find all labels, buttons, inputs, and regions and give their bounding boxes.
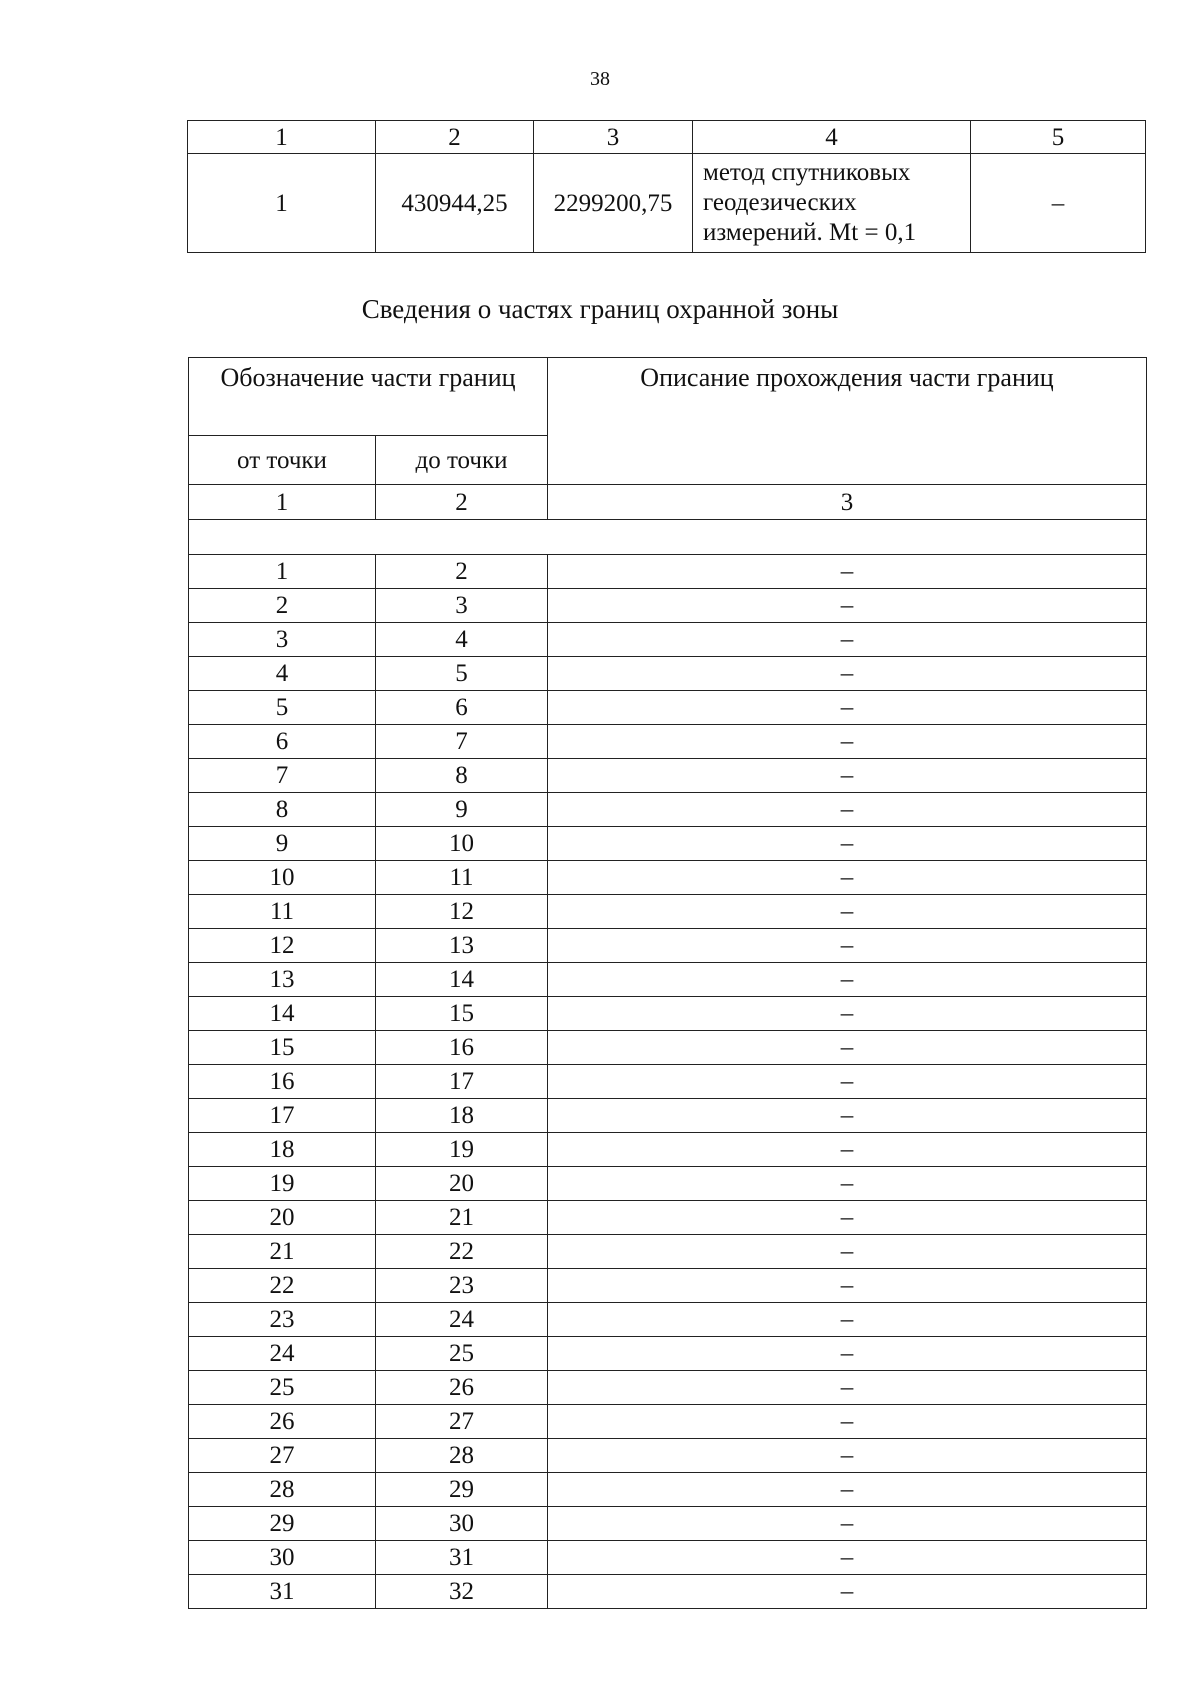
description-header: Описание прохождения части границ	[548, 358, 1147, 485]
from-point-cell: 2	[189, 589, 376, 623]
to-point-cell: 10	[376, 827, 548, 861]
blank-row	[189, 520, 1147, 555]
to-point-cell: 21	[376, 1201, 548, 1235]
from-point-cell: 20	[189, 1201, 376, 1235]
description-cell: –	[548, 657, 1147, 691]
table-row	[189, 963, 1147, 997]
from-point-cell: 4	[189, 657, 376, 691]
from-point-cell: 8	[189, 793, 376, 827]
from-point-cell: 27	[189, 1439, 376, 1473]
table-row	[189, 725, 1147, 759]
column-number: 5	[971, 121, 1146, 154]
to-point-cell: 7	[376, 725, 548, 759]
description-cell: –	[548, 1065, 1147, 1099]
description-cell: –	[548, 793, 1147, 827]
to-point-cell: 11	[376, 861, 548, 895]
from-point-cell: 28	[189, 1473, 376, 1507]
note-cell: –	[971, 154, 1146, 253]
description-cell: –	[548, 1473, 1147, 1507]
table-row	[189, 1507, 1147, 1541]
description-cell: –	[548, 827, 1147, 861]
section-title: Сведения о частях границ охранной зоны	[361, 294, 839, 324]
to-point-cell: 18	[376, 1099, 548, 1133]
to-point-cell: 23	[376, 1269, 548, 1303]
table-row	[189, 657, 1147, 691]
to-point-cell: 28	[376, 1439, 548, 1473]
from-point-cell: 13	[189, 963, 376, 997]
to-point-cell: 31	[376, 1541, 548, 1575]
designation-header: Обозначение части границ	[189, 358, 548, 436]
column-number: 1	[188, 121, 376, 154]
to-point-cell: 5	[376, 657, 548, 691]
from-point-cell: 21	[189, 1235, 376, 1269]
from-point-cell: 5	[189, 691, 376, 725]
to-point-cell: 27	[376, 1405, 548, 1439]
description-cell: –	[548, 1371, 1147, 1405]
from-point-cell: 14	[189, 997, 376, 1031]
column-number: 3	[534, 121, 693, 154]
from-point-cell: 30	[189, 1541, 376, 1575]
table-row	[189, 1405, 1147, 1439]
y-coordinate: 2299200,75	[534, 154, 693, 253]
from-point-cell: 1	[189, 555, 376, 589]
column-number: 4	[693, 121, 971, 154]
to-point-cell: 22	[376, 1235, 548, 1269]
description-cell: –	[548, 1235, 1147, 1269]
table-row	[189, 861, 1147, 895]
table-row	[189, 1439, 1147, 1473]
description-cell: –	[548, 1099, 1147, 1133]
to-point-cell: 26	[376, 1371, 548, 1405]
header-row	[189, 358, 1147, 436]
from-point-cell: 24	[189, 1337, 376, 1371]
from-point-cell: 16	[189, 1065, 376, 1099]
description-cell: –	[548, 1303, 1147, 1337]
table-row	[189, 1473, 1147, 1507]
table-row	[189, 1133, 1147, 1167]
to-point-cell: 14	[376, 963, 548, 997]
to-point-cell: 32	[376, 1575, 548, 1609]
table-row	[189, 827, 1147, 861]
to-point-cell: 6	[376, 691, 548, 725]
description-cell: –	[548, 997, 1147, 1031]
to-point-cell: 15	[376, 997, 548, 1031]
table-row	[189, 1201, 1147, 1235]
from-point-cell: 26	[189, 1405, 376, 1439]
description-cell: –	[548, 1167, 1147, 1201]
table-row	[189, 1371, 1147, 1405]
table-row	[189, 555, 1147, 589]
description-cell: –	[548, 1337, 1147, 1371]
from-point-cell: 31	[189, 1575, 376, 1609]
table-row	[189, 1575, 1147, 1609]
description-cell: –	[548, 691, 1147, 725]
boundary-parts-table	[188, 357, 1147, 1609]
table-row	[189, 589, 1147, 623]
to-point-cell: 9	[376, 793, 548, 827]
table-row	[189, 691, 1147, 725]
to-point-header: до точки	[376, 436, 548, 485]
from-point-cell: 9	[189, 827, 376, 861]
from-point-header: от точки	[189, 436, 376, 485]
from-point-cell: 10	[189, 861, 376, 895]
table-row	[189, 1235, 1147, 1269]
column-number: 2	[376, 121, 534, 154]
from-point-cell: 3	[189, 623, 376, 657]
table-row	[189, 759, 1147, 793]
description-cell: –	[548, 759, 1147, 793]
from-point-cell: 12	[189, 929, 376, 963]
description-cell: –	[548, 895, 1147, 929]
description-cell: –	[548, 1133, 1147, 1167]
from-point-cell: 7	[189, 759, 376, 793]
description-cell: –	[548, 1541, 1147, 1575]
method-line: геодезических	[703, 189, 857, 216]
table-row	[189, 1541, 1147, 1575]
column-number-row	[188, 121, 1146, 154]
to-point-cell: 25	[376, 1337, 548, 1371]
description-cell: –	[548, 725, 1147, 759]
method-line: метод спутниковых	[703, 159, 911, 186]
from-point-cell: 17	[189, 1099, 376, 1133]
from-point-cell: 23	[189, 1303, 376, 1337]
description-cell: –	[548, 623, 1147, 657]
coordinates-table	[187, 120, 1146, 253]
to-point-cell: 3	[376, 589, 548, 623]
description-cell: –	[548, 589, 1147, 623]
table-row	[189, 929, 1147, 963]
to-point-cell: 12	[376, 895, 548, 929]
from-point-cell: 15	[189, 1031, 376, 1065]
column-number: 1	[189, 485, 376, 520]
from-point-cell: 6	[189, 725, 376, 759]
column-number-row	[189, 485, 1147, 520]
description-cell: –	[548, 555, 1147, 589]
description-cell: –	[548, 1031, 1147, 1065]
from-point-cell: 25	[189, 1371, 376, 1405]
description-cell: –	[548, 1439, 1147, 1473]
to-point-cell: 4	[376, 623, 548, 657]
description-cell: –	[548, 963, 1147, 997]
description-cell: –	[548, 1405, 1147, 1439]
to-point-cell: 13	[376, 929, 548, 963]
to-point-cell: 8	[376, 759, 548, 793]
description-cell: –	[548, 861, 1147, 895]
to-point-cell: 29	[376, 1473, 548, 1507]
table-row	[189, 895, 1147, 929]
table-row	[189, 1099, 1147, 1133]
to-point-cell: 30	[376, 1507, 548, 1541]
table-row	[189, 1337, 1147, 1371]
to-point-cell: 24	[376, 1303, 548, 1337]
table-row	[189, 1167, 1147, 1201]
x-coordinate: 430944,25	[376, 154, 534, 253]
description-cell: –	[548, 1575, 1147, 1609]
table-row	[189, 997, 1147, 1031]
to-point-cell: 2	[376, 555, 548, 589]
description-cell: –	[548, 929, 1147, 963]
to-point-cell: 16	[376, 1031, 548, 1065]
table-row	[189, 1269, 1147, 1303]
table-row	[189, 623, 1147, 657]
table-row	[189, 1303, 1147, 1337]
description-cell: –	[548, 1201, 1147, 1235]
column-number: 3	[548, 485, 1147, 520]
description-cell: –	[548, 1507, 1147, 1541]
page-number: 38	[590, 68, 610, 90]
point-number: 1	[188, 154, 376, 253]
blank-cell	[189, 520, 1147, 555]
from-point-cell: 11	[189, 895, 376, 929]
description-cell: –	[548, 1269, 1147, 1303]
to-point-cell: 20	[376, 1167, 548, 1201]
to-point-cell: 17	[376, 1065, 548, 1099]
from-point-cell: 18	[189, 1133, 376, 1167]
from-point-cell: 22	[189, 1269, 376, 1303]
column-number: 2	[376, 485, 548, 520]
method-line: измерений. Mt = 0,1	[703, 219, 917, 246]
method-description	[693, 154, 971, 253]
to-point-cell: 19	[376, 1133, 548, 1167]
table-row	[189, 793, 1147, 827]
from-point-cell: 29	[189, 1507, 376, 1541]
table-row	[189, 1065, 1147, 1099]
from-point-cell: 19	[189, 1167, 376, 1201]
table-row	[189, 1031, 1147, 1065]
table-row	[188, 154, 1146, 253]
